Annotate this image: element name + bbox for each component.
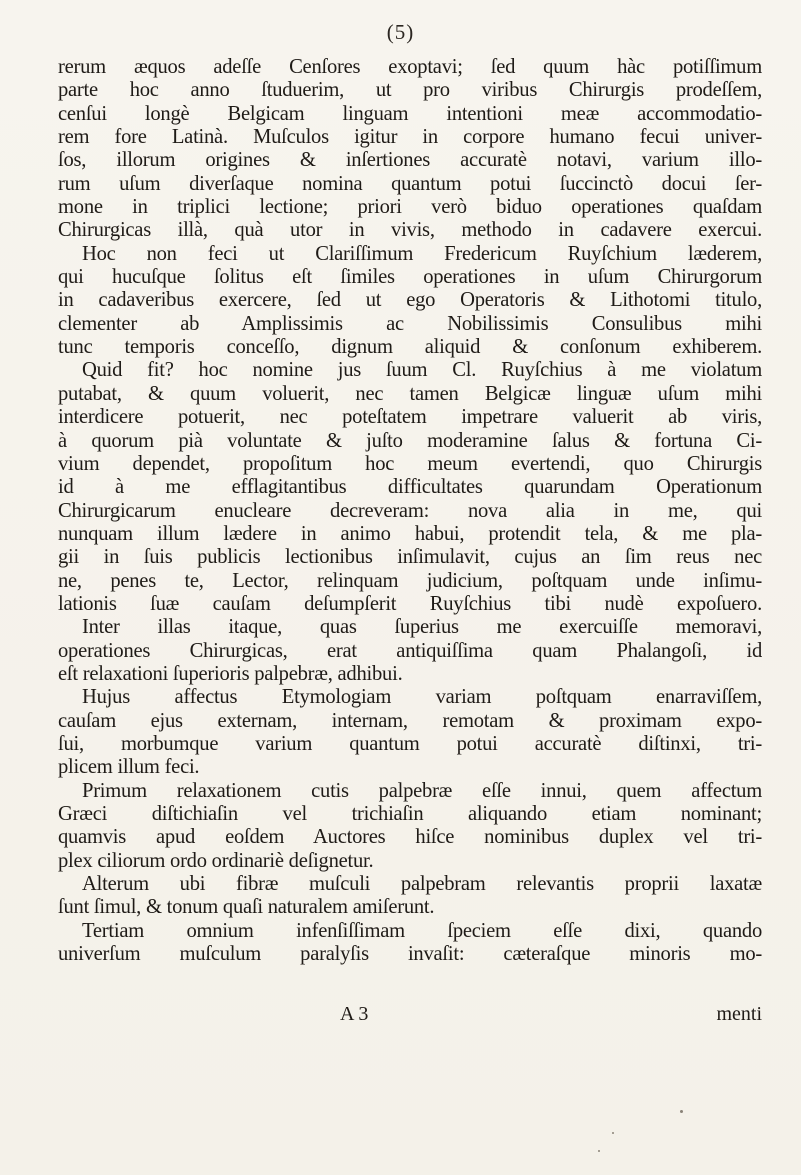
signature-mark: A 3	[340, 1003, 369, 1025]
text-line: clementer ab Amplissimis ac Nobilissimis Consulibus mihi	[58, 312, 762, 335]
ink-speck	[680, 1110, 683, 1113]
text-line: Græci diſtichiaſin vel trichiaſin aliquando etiam nominant;	[58, 803, 762, 825]
text-line: id à me efflagitantibus difficultates quarundam Operationum	[58, 476, 762, 499]
text-line: qui hucuſque ſolitus eſt ſimiles operationes in uſum Chirurgorum	[58, 266, 762, 289]
text-line: Alterum ubi fibræ muſculi palpebram relevantis proprii laxatæ	[82, 873, 762, 896]
text-line: cenſui longè Belgicam linguam intentioni meæ accommodatio-	[58, 102, 762, 125]
text-line: in cadaveribus exercere, ſed ut ego Operatoris & Lithotomi titulo,	[58, 289, 762, 312]
text-line: gii in ſuis publicis lectionibus inſimulavit, cujus an ſim reus nec	[58, 546, 762, 569]
text-line: Quid fit? hoc nomine jus ſuum Cl. Ruyſchius à me violatum	[82, 359, 762, 382]
text-line: rem fore Latinà. Muſculos igitur in corpore humano fecui univer-	[58, 126, 762, 149]
text-line: univerſum muſculum paralyſis invaſit: cæteraſque minoris mo-	[58, 943, 762, 966]
text-line: à quorum pià voluntate & juſto moderamine ſalus & fortuna Ci-	[58, 429, 762, 452]
ink-speck	[598, 1150, 600, 1152]
text-line: Inter illas itaque, quas ſuperius me exercuiſſe memoravi,	[82, 616, 762, 639]
text-line: tunc temporis conceſſo, dignum aliquid & conſonum exhiberem.	[58, 336, 762, 359]
page-footer	[58, 1003, 762, 1029]
text-line: parte hoc anno ſtuduerim, ut pro viribus Chirurgis prodeſſem,	[58, 79, 762, 102]
text-line: mone in triplici lectione; priori verò biduo operationes quaſdam	[58, 196, 762, 219]
text-line: ſui, morbumque varium quantum potui accuratè diſtinxi, tri-	[58, 732, 762, 755]
text-line: rerum æquos adeſſe Cenſores exoptavi; ſed quum hàc potiſſimum	[58, 56, 762, 78]
text-line: plex ciliorum ordo ordinariè deſignetur.	[58, 849, 374, 872]
body-text	[58, 56, 762, 966]
text-line: quamvis apud eoſdem Auctores hiſce nominibus duplex vel tri-	[58, 826, 762, 849]
text-line: Chirurgicas illà, quà utor in vivis, methodo in cadavere exercui.	[58, 219, 762, 242]
text-line: Hoc non feci ut Clariſſimum Fredericum Ruyſchium læderem,	[82, 242, 762, 265]
text-line: operationes Chirurgicas, erat antiquiſſima quam Phalangoſi, id	[58, 639, 762, 662]
text-line: nunquam illum lædere in animo habui, protendit tela, & me pla-	[58, 522, 762, 545]
text-line: interdicere potuerit, nec poteſtatem impetrare valuerit ab viris,	[58, 406, 762, 429]
catchword: menti	[716, 1003, 762, 1025]
text-line: ſunt ſimul, & tonum quaſi naturalem amiſerunt.	[58, 896, 435, 919]
text-line: cauſam ejus externam, internam, remotam & proximam expo-	[58, 709, 762, 732]
text-line: Tertiam omnium infenſiſſimam ſpeciem eſſe dixi, quando	[82, 919, 762, 942]
text-line: ſos, illorum origines & inſertiones accuratè notavi, varium illo-	[58, 149, 762, 172]
text-line: vium dependet, propoſitum hoc meum evertendi, quo Chirurgis	[58, 452, 762, 475]
page-number: (5)	[386, 20, 415, 44]
text-line: Hujus affectus Etymologiam variam poſtquam enarraviſſem,	[82, 686, 762, 709]
text-line: Chirurgicarum enucleare decreveram: nova alia in me, qui	[58, 499, 762, 522]
text-line: lationis ſuæ cauſam deſumpſerit Ruyſchius tibi nudè expoſuero.	[58, 592, 762, 615]
text-line: plicem illum feci.	[58, 756, 200, 779]
text-line: rum uſum diverſaque nomina quantum potui ſuccinctò docui ſer-	[58, 172, 762, 195]
text-line: ne, penes te, Lector, relinquam judicium, poſtquam unde inſimu-	[58, 569, 762, 592]
text-line: Primum relaxationem cutis palpebræ eſſe innui, quem affectum	[82, 779, 762, 802]
text-line: putabat, & quum voluerit, nec tamen Belgicæ linguæ uſum mihi	[58, 382, 762, 405]
ink-speck	[612, 1132, 614, 1134]
text-line: eſt relaxationi ſuperioris palpebræ, adhibui.	[58, 662, 403, 685]
